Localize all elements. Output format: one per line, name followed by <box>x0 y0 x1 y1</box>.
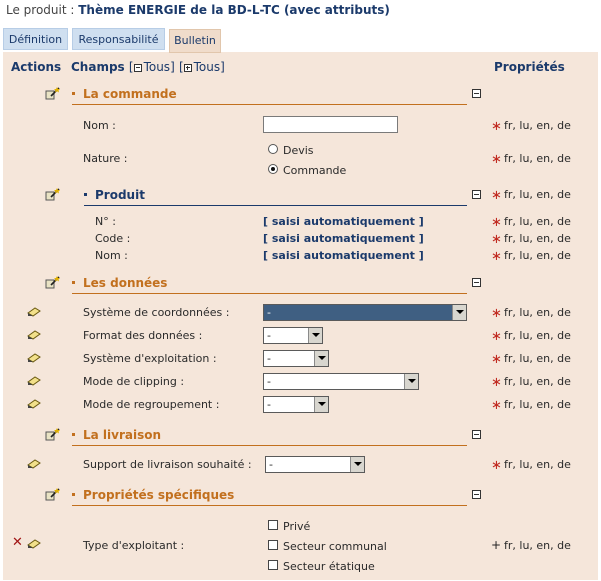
support-select[interactable] <box>265 456 365 473</box>
section-commande-label: La commande <box>83 87 177 101</box>
champs-header <box>71 60 225 74</box>
required-star: ∗ <box>491 458 502 473</box>
section-divider <box>84 205 467 206</box>
coord-label: Système de coordonnées : <box>83 306 230 319</box>
tab-responsabilite[interactable]: Responsabilité <box>72 28 165 50</box>
exploit-select[interactable] <box>263 350 329 367</box>
section-divider <box>72 505 467 506</box>
format-label: Format des données : <box>83 329 203 342</box>
edit-icon[interactable] <box>27 330 41 340</box>
checkbox-etatique-label[interactable]: Secteur étatique <box>283 560 375 573</box>
checkbox-communal[interactable] <box>268 540 278 550</box>
coord-select[interactable] <box>263 304 467 321</box>
edit-icon[interactable] <box>27 399 41 409</box>
required-star: ∗ <box>491 232 502 247</box>
edit-icon[interactable] <box>27 459 41 469</box>
langs-type: fr, lu, en, de <box>504 539 571 552</box>
add-property-icon[interactable]: + <box>491 538 502 552</box>
delete-icon[interactable]: ✕ <box>12 535 23 550</box>
section-specifiques-label: Propriétés spécifiques <box>83 488 235 502</box>
expand-all-label[interactable]: Tous <box>193 60 221 74</box>
regroup-select[interactable] <box>263 396 329 413</box>
clip-value: - <box>267 375 271 388</box>
title-prefix: Le produit : <box>6 3 75 17</box>
collapse-all-label[interactable]: Tous <box>143 60 171 74</box>
proprietes-header: Propriétés <box>494 60 565 74</box>
radio-devis-label[interactable]: Devis <box>283 144 314 157</box>
expand-all-icon[interactable] <box>184 64 192 72</box>
bullet-icon <box>72 433 75 436</box>
required-star: ∗ <box>491 188 502 203</box>
section-donnees[interactable] <box>72 276 167 290</box>
champs-title: Champs <box>71 60 125 74</box>
tab-definition[interactable]: Définition <box>3 28 68 50</box>
section-produit-label: Produit <box>95 188 145 202</box>
clip-select[interactable] <box>263 373 419 390</box>
langs-numero: fr, lu, en, de <box>504 215 571 228</box>
langs-exploit: fr, lu, en, de <box>504 352 571 365</box>
section-divider <box>72 104 467 105</box>
edit-icon[interactable] <box>27 376 41 386</box>
required-star: ∗ <box>491 352 502 367</box>
langs-produit: fr, lu, en, de <box>504 188 571 201</box>
collapse-section-icon[interactable] <box>472 430 481 439</box>
langs-regroup: fr, lu, en, de <box>504 398 571 411</box>
numero-auto: [ saisi automatiquement ] <box>263 215 424 228</box>
chevron-down-icon[interactable] <box>308 328 322 343</box>
add-field-icon[interactable] <box>45 488 61 502</box>
section-divider <box>72 293 467 294</box>
regroup-value: - <box>267 398 271 411</box>
add-field-icon[interactable] <box>45 87 61 101</box>
nature-label: Nature : <box>83 152 128 165</box>
checkbox-communal-label[interactable]: Secteur communal <box>283 540 387 553</box>
bullet-icon <box>72 281 75 284</box>
edit-icon[interactable] <box>27 307 41 317</box>
produit-nom-auto: [ saisi automatiquement ] <box>263 249 424 262</box>
chevron-down-icon[interactable] <box>314 397 328 412</box>
required-star: ∗ <box>491 375 502 390</box>
format-select[interactable] <box>263 327 323 344</box>
clip-label: Mode de clipping : <box>83 375 185 388</box>
bracket-open: [ <box>128 60 134 74</box>
section-commande[interactable] <box>72 87 177 101</box>
product-name: Thème ENERGIE de la BD-L-TC (avec attributs) <box>78 3 390 17</box>
regroup-label: Mode de regroupement : <box>83 398 220 411</box>
edit-icon[interactable] <box>27 539 41 549</box>
actions-header: Actions <box>11 60 62 74</box>
section-livraison[interactable] <box>72 428 161 442</box>
bracket-open-2: [ <box>178 60 184 74</box>
page-title <box>6 3 390 17</box>
required-star: ∗ <box>491 215 502 230</box>
section-produit[interactable] <box>84 188 145 202</box>
required-star: ∗ <box>491 152 502 167</box>
add-field-icon[interactable] <box>45 428 61 442</box>
support-value: - <box>269 458 273 471</box>
chevron-down-icon[interactable] <box>350 457 364 472</box>
langs-produit-nom: fr, lu, en, de <box>504 249 571 262</box>
required-star: ∗ <box>491 329 502 344</box>
collapse-section-icon[interactable] <box>472 490 481 499</box>
langs-format: fr, lu, en, de <box>504 329 571 342</box>
edit-icon[interactable] <box>27 353 41 363</box>
bracket-close-2: ] <box>220 60 225 74</box>
coord-value: - <box>267 306 271 319</box>
type-label: Type d'exploitant : <box>83 539 185 552</box>
langs-clip: fr, lu, en, de <box>504 375 571 388</box>
bullet-icon <box>72 92 75 95</box>
chevron-down-icon[interactable] <box>314 351 328 366</box>
chevron-down-icon[interactable] <box>452 305 466 320</box>
radio-commande[interactable] <box>268 164 278 174</box>
required-star: ∗ <box>491 398 502 413</box>
radio-commande-label[interactable]: Commande <box>283 164 347 177</box>
langs-code: fr, lu, en, de <box>504 232 571 245</box>
tab-bulletin[interactable]: Bulletin <box>169 29 221 53</box>
required-star: ∗ <box>491 249 502 264</box>
langs-support: fr, lu, en, de <box>504 458 571 471</box>
collapse-section-icon[interactable] <box>472 190 481 199</box>
chevron-down-icon[interactable] <box>404 374 418 389</box>
section-divider <box>72 445 467 446</box>
nom-input[interactable] <box>263 116 398 133</box>
required-star: ∗ <box>491 306 502 321</box>
code-label: Code : <box>95 232 131 245</box>
checkbox-prive-label[interactable]: Privé <box>283 520 311 533</box>
numero-label: N° : <box>95 215 116 228</box>
format-value: - <box>267 329 271 342</box>
code-auto: [ saisi automatiquement ] <box>263 232 424 245</box>
section-donnees-label: Les données <box>83 276 168 290</box>
exploit-value: - <box>267 352 271 365</box>
collapse-all-icon[interactable] <box>134 64 142 72</box>
support-label: Support de livraison souhaité : <box>83 458 252 471</box>
bullet-icon <box>84 193 87 196</box>
langs-nom: fr, lu, en, de <box>504 119 571 132</box>
exploit-label: Système d'exploitation : <box>83 352 217 365</box>
section-specifiques[interactable] <box>72 488 234 502</box>
collapse-section-icon[interactable] <box>472 278 481 287</box>
checkbox-etatique[interactable] <box>268 560 278 570</box>
add-field-icon[interactable] <box>45 276 61 290</box>
checkbox-prive[interactable] <box>268 520 278 530</box>
langs-nature: fr, lu, en, de <box>504 152 571 165</box>
langs-coord: fr, lu, en, de <box>504 306 571 319</box>
required-star: ∗ <box>491 119 502 134</box>
section-livraison-label: La livraison <box>83 428 162 442</box>
nom-label: Nom : <box>83 119 116 132</box>
add-field-icon[interactable] <box>45 188 61 202</box>
produit-nom-label: Nom : <box>95 249 128 262</box>
bullet-icon <box>72 493 75 496</box>
collapse-section-icon[interactable] <box>472 89 481 98</box>
radio-devis[interactable] <box>268 144 278 154</box>
bracket-close: ] <box>170 60 175 74</box>
